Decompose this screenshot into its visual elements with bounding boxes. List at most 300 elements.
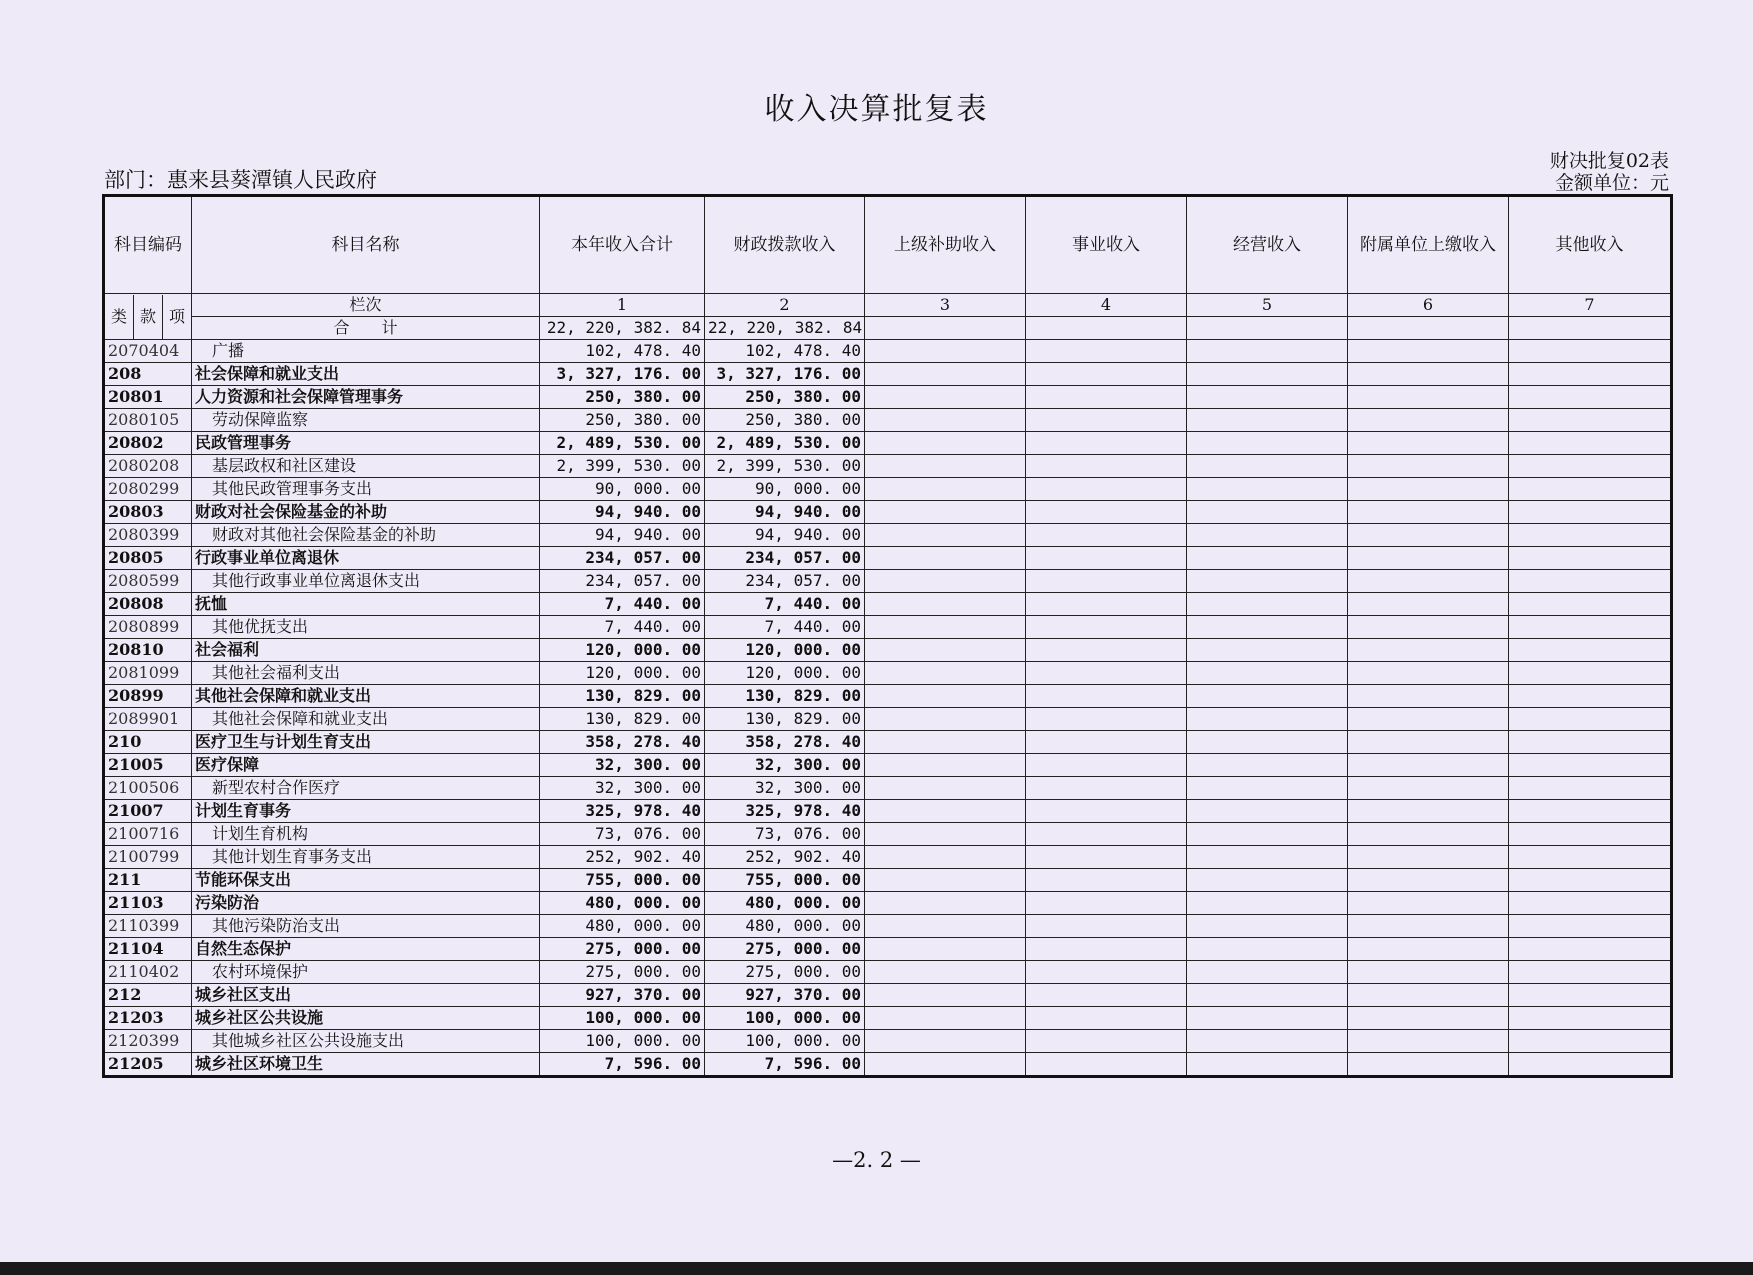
table-row xyxy=(104,432,1672,455)
table-row xyxy=(104,616,1672,639)
row-name: 节能环保支出 xyxy=(192,869,540,892)
row-name: 其他社会保障和就业支出 xyxy=(192,685,540,708)
amount-unit: 金额单位：元 xyxy=(1554,172,1669,194)
empty-cell xyxy=(1509,892,1672,915)
row-total: 275, 000. 00 xyxy=(540,961,705,984)
income-table xyxy=(102,194,1673,1078)
row-fiscal: 234, 057. 00 xyxy=(705,570,865,593)
row-fiscal: 32, 300. 00 xyxy=(705,754,865,777)
empty-cell xyxy=(1348,547,1509,570)
empty-cell xyxy=(865,685,1026,708)
empty-cell xyxy=(1509,685,1672,708)
row-code: 2089901 xyxy=(104,708,192,731)
empty-cell xyxy=(1026,869,1187,892)
empty-cell xyxy=(1026,777,1187,800)
total-amount: 22, 220, 382. 84 xyxy=(540,317,705,340)
row-code: 21007 xyxy=(104,800,192,823)
row-code: 20803 xyxy=(104,501,192,524)
empty-cell xyxy=(1509,961,1672,984)
empty-cell xyxy=(1026,708,1187,731)
empty-cell xyxy=(1187,984,1348,1007)
empty-cell xyxy=(1348,478,1509,501)
empty-cell xyxy=(865,363,1026,386)
header-other: 其他收入 xyxy=(1509,196,1672,294)
label-kuan: 款 xyxy=(134,295,163,339)
empty-cell xyxy=(1348,593,1509,616)
empty-cell xyxy=(1509,386,1672,409)
empty-cell xyxy=(1187,570,1348,593)
empty-cell xyxy=(1026,823,1187,846)
empty-cell xyxy=(865,984,1026,1007)
row-total: 7, 440. 00 xyxy=(540,593,705,616)
empty-cell xyxy=(1509,1030,1672,1053)
row-name: 民政管理事务 xyxy=(192,432,540,455)
empty-cell xyxy=(865,754,1026,777)
empty-cell xyxy=(1348,432,1509,455)
row-name: 其他社会福利支出 xyxy=(192,662,540,685)
empty-cell xyxy=(1509,846,1672,869)
empty-cell xyxy=(1026,432,1187,455)
row-total: 130, 829. 00 xyxy=(540,708,705,731)
empty-cell xyxy=(865,570,1026,593)
empty-cell xyxy=(1187,708,1348,731)
label-xiang: 项 xyxy=(168,306,185,326)
empty-cell xyxy=(1187,340,1348,363)
row-fiscal: 120, 000. 00 xyxy=(705,662,865,685)
row-total: 252, 902. 40 xyxy=(540,846,705,869)
row-name: 自然生态保护 xyxy=(192,938,540,961)
row-fiscal: 102, 478. 40 xyxy=(705,340,865,363)
empty-cell xyxy=(865,317,1026,340)
row-code: 2120399 xyxy=(104,1030,192,1053)
table-row xyxy=(104,915,1672,938)
row-code: 2080399 xyxy=(104,524,192,547)
empty-cell xyxy=(865,938,1026,961)
row-name: 基层政权和社区建设 xyxy=(192,455,540,478)
row-total: 120, 000. 00 xyxy=(540,662,705,685)
row-fiscal: 94, 940. 00 xyxy=(705,524,865,547)
empty-cell xyxy=(1026,409,1187,432)
table-row xyxy=(104,685,1672,708)
row-code: 2080899 xyxy=(104,616,192,639)
row-fiscal: 275, 000. 00 xyxy=(705,938,865,961)
empty-cell xyxy=(1509,340,1672,363)
empty-cell xyxy=(1509,662,1672,685)
col-no-2: 2 xyxy=(705,294,865,317)
row-name: 城乡社区公共设施 xyxy=(192,1007,540,1030)
empty-cell xyxy=(1187,524,1348,547)
empty-cell xyxy=(1187,547,1348,570)
empty-cell xyxy=(1348,524,1509,547)
empty-cell xyxy=(1348,363,1509,386)
row-name: 财政对其他社会保险基金的补助 xyxy=(192,524,540,547)
row-name: 城乡社区支出 xyxy=(192,984,540,1007)
empty-cell xyxy=(1187,455,1348,478)
header-affiliated: 附属单位上缴收入 xyxy=(1348,196,1509,294)
row-total: 32, 300. 00 xyxy=(540,777,705,800)
header-total: 本年收入合计 xyxy=(540,196,705,294)
table-row xyxy=(104,1030,1672,1053)
row-fiscal: 130, 829. 00 xyxy=(705,708,865,731)
row-code: 21005 xyxy=(104,754,192,777)
row-code: 211 xyxy=(104,869,192,892)
empty-cell xyxy=(1509,984,1672,1007)
table-row xyxy=(104,340,1672,363)
row-code: 20801 xyxy=(104,386,192,409)
empty-cell xyxy=(1348,662,1509,685)
page-title: 收入决算批复表 xyxy=(764,92,989,127)
empty-cell xyxy=(1026,1053,1187,1077)
header-fiscal: 财政拨款收入 xyxy=(705,196,865,294)
empty-cell xyxy=(1187,409,1348,432)
row-fiscal: 2, 489, 530. 00 xyxy=(705,432,865,455)
row-fiscal: 480, 000. 00 xyxy=(705,915,865,938)
row-name: 计划生育机构 xyxy=(192,823,540,846)
empty-cell xyxy=(865,846,1026,869)
row-total: 755, 000. 00 xyxy=(540,869,705,892)
empty-cell xyxy=(1026,593,1187,616)
empty-cell xyxy=(1187,478,1348,501)
empty-cell xyxy=(1348,1007,1509,1030)
table-row xyxy=(104,363,1672,386)
empty-cell xyxy=(1348,501,1509,524)
empty-cell xyxy=(1509,754,1672,777)
empty-cell xyxy=(865,662,1026,685)
empty-cell xyxy=(865,409,1026,432)
table-row xyxy=(104,593,1672,616)
row-total: 7, 596. 00 xyxy=(540,1053,705,1077)
row-total: 94, 940. 00 xyxy=(540,501,705,524)
row-code: 20808 xyxy=(104,593,192,616)
empty-cell xyxy=(1187,777,1348,800)
row-fiscal: 7, 440. 00 xyxy=(705,616,865,639)
table-body xyxy=(104,340,1672,1077)
empty-cell xyxy=(1509,432,1672,455)
row-fiscal: 7, 596. 00 xyxy=(705,1053,865,1077)
empty-cell xyxy=(1509,915,1672,938)
empty-cell xyxy=(1026,662,1187,685)
row-fiscal: 234, 057. 00 xyxy=(705,547,865,570)
row-total: 102, 478. 40 xyxy=(540,340,705,363)
label-column: 栏次 xyxy=(192,294,540,317)
empty-cell xyxy=(1187,938,1348,961)
table-row xyxy=(104,984,1672,1007)
row-name: 社会保障和就业支出 xyxy=(192,363,540,386)
lei-kuan-xiang-cell xyxy=(104,294,192,340)
empty-cell xyxy=(1348,915,1509,938)
label-total: 合 计 xyxy=(192,317,540,340)
row-fiscal: 100, 000. 00 xyxy=(705,1030,865,1053)
empty-cell xyxy=(1348,685,1509,708)
empty-cell xyxy=(1026,938,1187,961)
empty-cell xyxy=(1026,547,1187,570)
empty-cell xyxy=(1509,455,1672,478)
empty-cell xyxy=(1187,800,1348,823)
empty-cell xyxy=(865,616,1026,639)
col-no-3: 3 xyxy=(865,294,1026,317)
empty-cell xyxy=(865,524,1026,547)
empty-cell xyxy=(1187,731,1348,754)
table-row xyxy=(104,754,1672,777)
row-fiscal: 927, 370. 00 xyxy=(705,984,865,1007)
row-code: 210 xyxy=(104,731,192,754)
header-row xyxy=(104,196,1672,294)
empty-cell xyxy=(865,961,1026,984)
table-row xyxy=(104,662,1672,685)
row-total: 120, 000. 00 xyxy=(540,639,705,662)
empty-cell xyxy=(1026,892,1187,915)
empty-cell xyxy=(865,501,1026,524)
empty-cell xyxy=(1187,961,1348,984)
row-fiscal: 325, 978. 40 xyxy=(705,800,865,823)
empty-cell xyxy=(1187,432,1348,455)
row-code: 2070404 xyxy=(104,340,192,363)
table-row xyxy=(104,708,1672,731)
empty-cell xyxy=(1348,570,1509,593)
empty-cell xyxy=(1348,846,1509,869)
empty-cell xyxy=(1509,1007,1672,1030)
row-name: 其他计划生育事务支出 xyxy=(192,846,540,869)
row-fiscal: 73, 076. 00 xyxy=(705,823,865,846)
row-total: 3, 327, 176. 00 xyxy=(540,363,705,386)
row-name: 其他民政管理事务支出 xyxy=(192,478,540,501)
empty-cell xyxy=(1509,547,1672,570)
empty-cell xyxy=(865,892,1026,915)
empty-cell xyxy=(1509,317,1672,340)
row-code: 2100506 xyxy=(104,777,192,800)
table-row xyxy=(104,455,1672,478)
row-fiscal: 3, 327, 176. 00 xyxy=(705,363,865,386)
empty-cell xyxy=(865,455,1026,478)
empty-cell xyxy=(1348,386,1509,409)
empty-cell xyxy=(1509,800,1672,823)
header-business: 事业收入 xyxy=(1026,196,1187,294)
row-fiscal: 252, 902. 40 xyxy=(705,846,865,869)
empty-cell xyxy=(865,731,1026,754)
empty-cell xyxy=(1509,823,1672,846)
empty-cell xyxy=(1187,639,1348,662)
total-fiscal: 22, 220, 382. 84 xyxy=(705,317,865,340)
empty-cell xyxy=(1348,616,1509,639)
col-no-7: 7 xyxy=(1509,294,1672,317)
table-row xyxy=(104,869,1672,892)
header-code: 科目编码 xyxy=(104,196,192,294)
empty-cell xyxy=(1187,892,1348,915)
empty-cell xyxy=(865,386,1026,409)
row-total: 480, 000. 00 xyxy=(540,915,705,938)
row-fiscal: 130, 829. 00 xyxy=(705,685,865,708)
empty-cell xyxy=(1187,846,1348,869)
empty-cell xyxy=(1026,478,1187,501)
empty-cell xyxy=(1026,731,1187,754)
row-name: 其他污染防治支出 xyxy=(192,915,540,938)
row-code: 20899 xyxy=(104,685,192,708)
empty-cell xyxy=(1348,340,1509,363)
empty-cell xyxy=(1026,363,1187,386)
table-row xyxy=(104,478,1672,501)
empty-cell xyxy=(1187,386,1348,409)
empty-cell xyxy=(1187,1053,1348,1077)
empty-cell xyxy=(1509,409,1672,432)
row-fiscal: 480, 000. 00 xyxy=(705,892,865,915)
row-code: 2100716 xyxy=(104,823,192,846)
empty-cell xyxy=(1026,800,1187,823)
scan-edge xyxy=(0,1262,1753,1275)
row-total: 234, 057. 00 xyxy=(540,547,705,570)
row-name: 社会福利 xyxy=(192,639,540,662)
empty-cell xyxy=(1509,777,1672,800)
table-row xyxy=(104,961,1672,984)
empty-cell xyxy=(1348,317,1509,340)
empty-cell xyxy=(865,1007,1026,1030)
row-total: 927, 370. 00 xyxy=(540,984,705,1007)
row-fiscal: 32, 300. 00 xyxy=(705,777,865,800)
empty-cell xyxy=(1509,501,1672,524)
empty-cell xyxy=(865,639,1026,662)
empty-cell xyxy=(865,478,1026,501)
row-name: 抚恤 xyxy=(192,593,540,616)
row-total: 100, 000. 00 xyxy=(540,1030,705,1053)
form-number: 财决批复02表 xyxy=(1549,150,1669,172)
empty-cell xyxy=(1026,524,1187,547)
empty-cell xyxy=(1187,593,1348,616)
empty-cell xyxy=(1348,777,1509,800)
empty-cell xyxy=(1509,731,1672,754)
row-code: 2080105 xyxy=(104,409,192,432)
row-total: 94, 940. 00 xyxy=(540,524,705,547)
row-name: 劳动保障监察 xyxy=(192,409,540,432)
row-fiscal: 755, 000. 00 xyxy=(705,869,865,892)
table-row xyxy=(104,800,1672,823)
empty-cell xyxy=(1509,524,1672,547)
row-code: 2081099 xyxy=(104,662,192,685)
row-name: 广播 xyxy=(192,340,540,363)
empty-cell xyxy=(1509,593,1672,616)
row-fiscal: 250, 380. 00 xyxy=(705,409,865,432)
row-name: 污染防治 xyxy=(192,892,540,915)
row-total: 358, 278. 40 xyxy=(540,731,705,754)
empty-cell xyxy=(1187,823,1348,846)
empty-cell xyxy=(1509,363,1672,386)
table-row xyxy=(104,547,1672,570)
table-row xyxy=(104,570,1672,593)
row-fiscal: 120, 000. 00 xyxy=(705,639,865,662)
empty-cell xyxy=(1026,317,1187,340)
empty-cell xyxy=(1026,386,1187,409)
empty-cell xyxy=(865,869,1026,892)
empty-cell xyxy=(1187,1007,1348,1030)
empty-cell xyxy=(1187,501,1348,524)
row-total: 250, 380. 00 xyxy=(540,409,705,432)
row-fiscal: 358, 278. 40 xyxy=(705,731,865,754)
empty-cell xyxy=(1348,823,1509,846)
empty-cell xyxy=(865,432,1026,455)
col-no-1: 1 xyxy=(540,294,705,317)
empty-cell xyxy=(1348,754,1509,777)
label-lei: 类 xyxy=(105,295,134,339)
header-superior: 上级补助收入 xyxy=(865,196,1026,294)
row-total: 7, 440. 00 xyxy=(540,616,705,639)
row-name: 财政对社会保险基金的补助 xyxy=(192,501,540,524)
row-fiscal: 94, 940. 00 xyxy=(705,501,865,524)
row-code: 20802 xyxy=(104,432,192,455)
col-no-4: 4 xyxy=(1026,294,1187,317)
row-code: 21205 xyxy=(104,1053,192,1077)
row-total: 130, 829. 00 xyxy=(540,685,705,708)
row-code: 2080599 xyxy=(104,570,192,593)
row-code: 2110399 xyxy=(104,915,192,938)
table-row xyxy=(104,1007,1672,1030)
table-row xyxy=(104,938,1672,961)
row-name: 城乡社区环境卫生 xyxy=(192,1053,540,1077)
page-number: —2. 2 — xyxy=(832,1148,921,1172)
empty-cell xyxy=(1026,455,1187,478)
row-fiscal: 275, 000. 00 xyxy=(705,961,865,984)
row-name: 其他优抚支出 xyxy=(192,616,540,639)
table-row xyxy=(104,846,1672,869)
empty-cell xyxy=(1509,616,1672,639)
empty-cell xyxy=(1509,708,1672,731)
table-row xyxy=(104,386,1672,409)
empty-cell xyxy=(865,708,1026,731)
total-row xyxy=(104,317,1672,340)
row-code: 21104 xyxy=(104,938,192,961)
row-code: 2080208 xyxy=(104,455,192,478)
empty-cell xyxy=(865,1053,1026,1077)
row-fiscal: 2, 399, 530. 00 xyxy=(705,455,865,478)
empty-cell xyxy=(1026,616,1187,639)
row-total: 325, 978. 40 xyxy=(540,800,705,823)
empty-cell xyxy=(1187,616,1348,639)
empty-cell xyxy=(1187,363,1348,386)
empty-cell xyxy=(1348,984,1509,1007)
row-name: 其他城乡社区公共设施支出 xyxy=(192,1030,540,1053)
empty-cell xyxy=(1348,455,1509,478)
row-total: 90, 000. 00 xyxy=(540,478,705,501)
empty-cell xyxy=(1509,570,1672,593)
empty-cell xyxy=(1348,869,1509,892)
row-name: 新型农村合作医疗 xyxy=(192,777,540,800)
header-operating: 经营收入 xyxy=(1187,196,1348,294)
empty-cell xyxy=(1026,639,1187,662)
empty-cell xyxy=(1187,662,1348,685)
row-fiscal: 100, 000. 00 xyxy=(705,1007,865,1030)
row-name: 医疗卫生与计划生育支出 xyxy=(192,731,540,754)
row-fiscal: 250, 380. 00 xyxy=(705,386,865,409)
table-row xyxy=(104,501,1672,524)
empty-cell xyxy=(1509,938,1672,961)
table-row xyxy=(104,524,1672,547)
row-name: 行政事业单位离退休 xyxy=(192,547,540,570)
row-code: 208 xyxy=(104,363,192,386)
row-code: 2080299 xyxy=(104,478,192,501)
empty-cell xyxy=(865,547,1026,570)
empty-cell xyxy=(1026,570,1187,593)
empty-cell xyxy=(865,777,1026,800)
row-total: 100, 000. 00 xyxy=(540,1007,705,1030)
empty-cell xyxy=(865,800,1026,823)
empty-cell xyxy=(1026,915,1187,938)
row-total: 73, 076. 00 xyxy=(540,823,705,846)
empty-cell xyxy=(1348,708,1509,731)
row-total: 480, 000. 00 xyxy=(540,892,705,915)
row-name: 其他社会保障和就业支出 xyxy=(192,708,540,731)
column-number-row xyxy=(104,294,1672,317)
empty-cell xyxy=(1026,846,1187,869)
row-total: 32, 300. 00 xyxy=(540,754,705,777)
col-no-5: 5 xyxy=(1187,294,1348,317)
department-label: 部门：惠来县葵潭镇人民政府 xyxy=(104,168,377,192)
